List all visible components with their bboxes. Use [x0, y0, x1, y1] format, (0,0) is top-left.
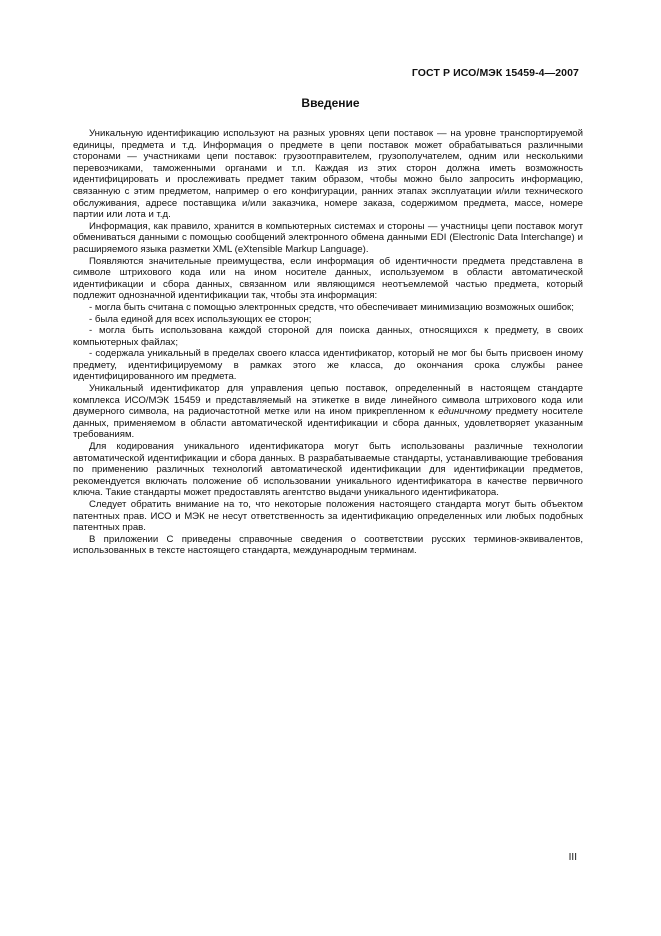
- paragraph: Появляются значительные преимущества, если информация об идентичности предмета представлена в символе штрихового кода или на ином носителе данных, используемом в области автоматической идентификации и сбора данных, связанном или являющимся неотъемлемой частью предмета, который подлежит однозначной идентификации так, чтобы эта информация:: [73, 255, 583, 302]
- paragraph: Следует обратить внимание на то, что некоторые положения настоящего стандарта могут быть объектом патентных прав. ИСО и МЭК не несут ответственность за идентификацию определенных или любых подобных патентных прав.: [73, 499, 583, 534]
- emphasized-word: единичному: [438, 406, 492, 418]
- list-item: - могла быть считана с помощью электронных средств, что обеспечивает минимизацию возможных ошибок;: [89, 301, 574, 313]
- list-item: - содержала уникальный в пределах своего класса идентификатор, который не мог бы быть присвоен иному предмету, идентифицируемому в рамках этого же класса, до окончания срока службы ранее идентифицированного им предмета.: [73, 348, 583, 383]
- paragraph-text: предмету носителе данных, применяемом в области автоматической идентификации и сбора данных, удовлетворяет указанным требованиям.: [73, 406, 583, 441]
- list-item: - была единой для всех использующих ее сторон;: [89, 313, 312, 325]
- paragraph-text: Уникальный идентификатор для управления цепью поставок, определенный в настоящем стандарте комплекса ИСО/МЭК 15459 и представляемый на этикетке в виде линейного символа штрихового кода или двумерного символа, на радиочастотной метке или на ином прикрепленном к: [73, 383, 583, 418]
- paragraph: Уникальную идентификацию используют на разных уровнях цепи поставок — на уровне транспортируемой единицы, предмета и т.д. Информация о предмете в цепи поставок может обрабатываться различными сторонами — участниками цепи поставок: грузоотправителем, грузополучателем, одним или несколькими перевозчиками, таможенными органами и т.п. Каждая из этих сторон должна иметь возможность идентифицировать и прослеживать предмет таким образом, чтобы можно было запросить информацию, связанную с этим предметом, например о его конфигурации, ранних этапах эксплуатации и/или технического обслуживания, адресе поставщика и/или заказчика, номере заказа, содержимом предмета, массе, номере партии или лота и т.д.: [73, 128, 583, 221]
- body-text: [73, 128, 583, 557]
- section-title: Введение: [301, 96, 360, 110]
- list-item: - могла быть использована каждой стороной для поиска данных, относящихся к предмету, в своих компьютерных файлах;: [73, 325, 583, 348]
- paragraph: В приложении С приведены справочные сведения о соответствии русских терминов-эквивалентов, использованных в тексте настоящего стандарта, международным терминам.: [73, 533, 583, 557]
- page-number: III: [568, 852, 577, 863]
- document-header-id: ГОСТ Р ИСО/МЭК 15459-4—2007: [411, 67, 579, 79]
- paragraph: Для кодирования уникального идентификатора могут быть использованы различные технологии автоматической идентификации и сбора данных. В разрабатываемые стандарты, устанавливающие требования по применению различных технологий автоматической идентификации для идентификации предметов, рекомендуется включать положение об использовании уникального идентификатора в качестве первичного ключа. Такие стандарты может предоставлять агентство выдачи уникального идентификатора.: [73, 441, 583, 499]
- paragraph: Информация, как правило, хранится в компьютерных системах и стороны — участницы цепи поставок могут обмениваться данными с помощью сообщений электронного обмена данными EDI (Electronic Data Interchange) и расширяемого языка разметки XML (eXtensible Markup Language).: [73, 220, 583, 255]
- paragraph: [73, 383, 583, 441]
